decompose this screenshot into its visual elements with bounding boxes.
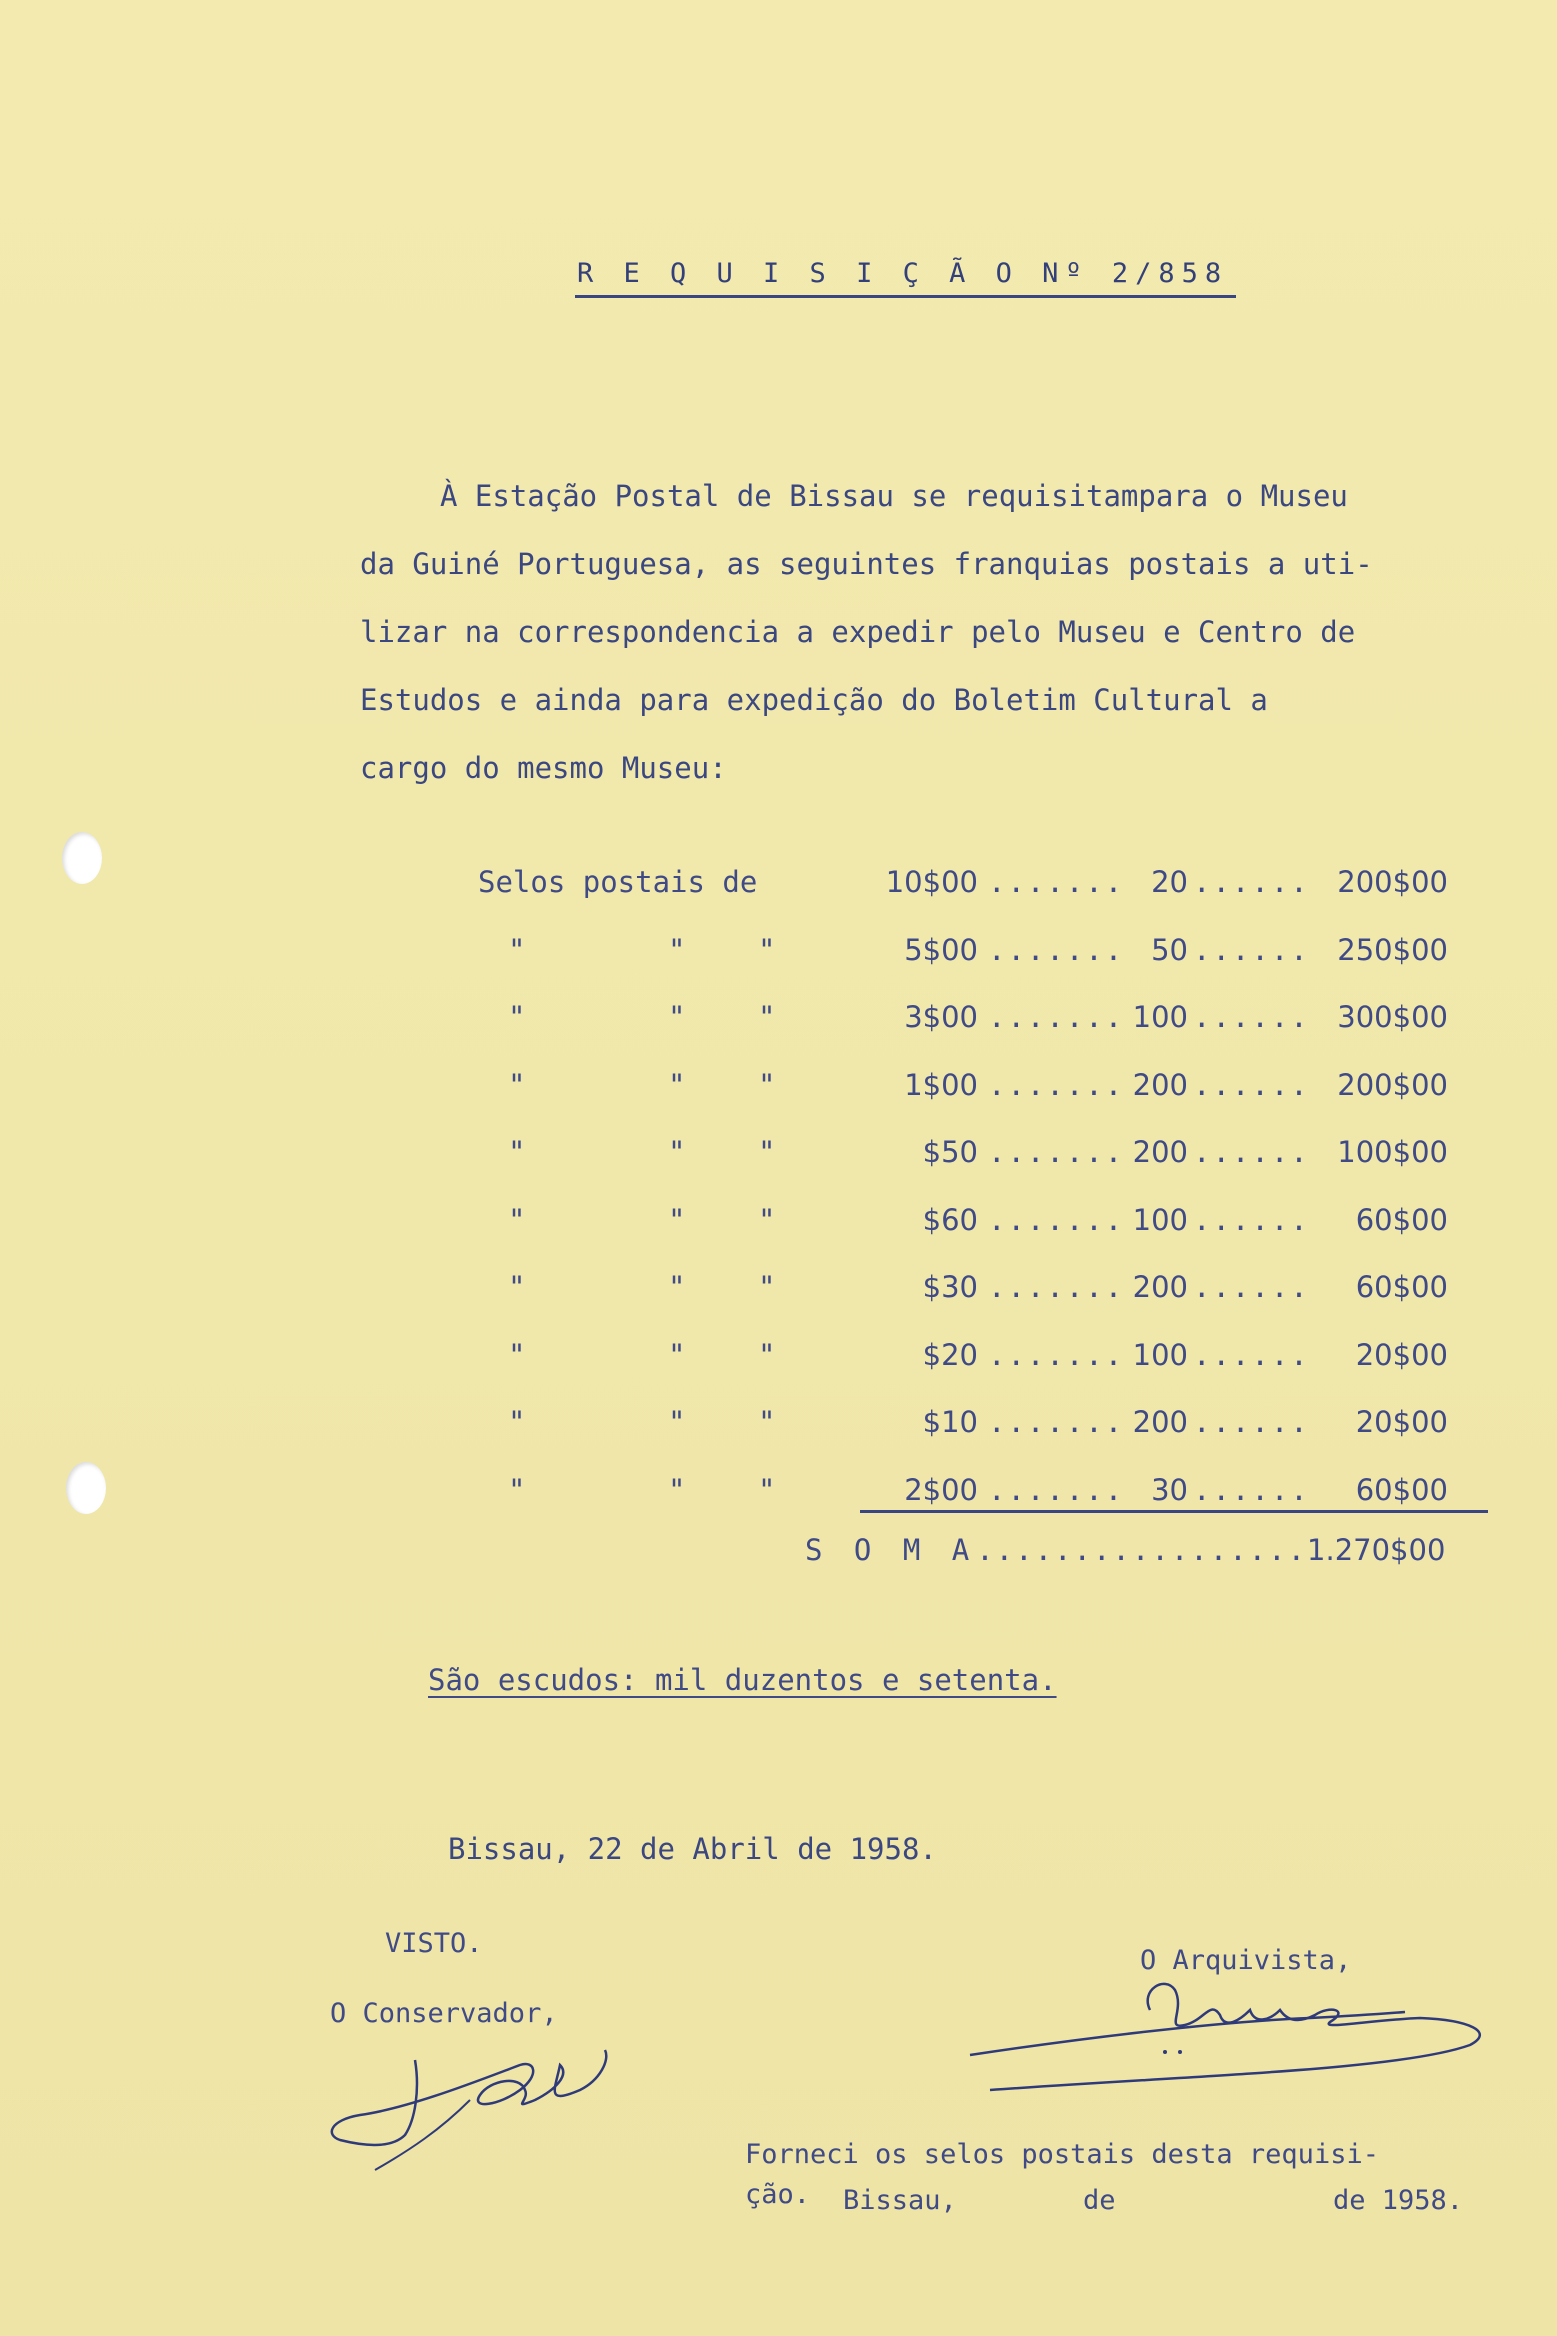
ditto-mark: " bbox=[508, 1135, 526, 1169]
leader-dots: ...... bbox=[1193, 1472, 1310, 1507]
ditto-mark: " bbox=[668, 1405, 686, 1439]
paragraph-line: À Estação Postal de Bissau se requisitampara o Museu bbox=[440, 479, 1348, 513]
ditto-mark: " bbox=[758, 1135, 776, 1169]
document-title: R E Q U I S I Ç Ã O Nº 2/858 bbox=[575, 258, 1236, 298]
ditto-mark: " bbox=[758, 1337, 776, 1372]
leader-dots: ....... bbox=[988, 1000, 1125, 1034]
leader-dots: ....... bbox=[988, 932, 1125, 967]
ditto-mark: " bbox=[758, 1405, 776, 1439]
conservador-signature bbox=[320, 2020, 630, 2180]
stamp-value: $10 bbox=[922, 1405, 978, 1439]
leader-dots: ................. bbox=[976, 1533, 1308, 1567]
paragraph-line: cargo do mesmo Museu: bbox=[360, 751, 727, 785]
stamp-table bbox=[478, 865, 1478, 1540]
leader-dots: ...... bbox=[1193, 932, 1310, 967]
stamp-value: $30 bbox=[922, 1270, 978, 1304]
stamp-quantity: 100 bbox=[1132, 1337, 1188, 1372]
stamp-row bbox=[478, 1000, 1478, 1068]
ditto-mark: " bbox=[758, 1472, 776, 1507]
leader-dots: ...... bbox=[1193, 1135, 1310, 1169]
leader-dots: ....... bbox=[988, 1337, 1125, 1372]
leader-dots: ....... bbox=[988, 1405, 1125, 1439]
request-paragraph bbox=[360, 462, 1510, 802]
paragraph-line: lizar na correspondencia a expedir pelo Museu e Centro de bbox=[360, 615, 1356, 649]
sum-label: S O M A bbox=[805, 1533, 977, 1567]
stamp-quantity: 50 bbox=[1151, 932, 1188, 967]
stamp-quantity: 30 bbox=[1151, 1472, 1188, 1507]
stamp-total: 60$00 bbox=[1355, 1202, 1448, 1237]
stamp-row bbox=[478, 1068, 1478, 1136]
stamp-row bbox=[478, 1338, 1478, 1406]
stamp-total: 20$00 bbox=[1355, 1405, 1448, 1439]
sum-row bbox=[805, 1533, 1445, 1567]
stamp-quantity: 20 bbox=[1151, 865, 1188, 899]
conservador-label: O Conservador, bbox=[330, 1998, 558, 2029]
stamp-total: 20$00 bbox=[1355, 1337, 1448, 1372]
ditto-mark: " bbox=[668, 1472, 686, 1507]
ditto-mark: " bbox=[508, 932, 526, 967]
leader-dots: ...... bbox=[1193, 1405, 1310, 1439]
stamp-row bbox=[478, 1405, 1478, 1473]
leader-dots: ....... bbox=[988, 1472, 1125, 1507]
stamp-total: 200$00 bbox=[1337, 1067, 1448, 1102]
leader-dots: ...... bbox=[1193, 1067, 1310, 1102]
ditto-mark: " bbox=[668, 1067, 686, 1102]
stamp-value: $50 bbox=[922, 1135, 978, 1169]
supply-date-de: de bbox=[1083, 2185, 1116, 2216]
stamp-value: 2$00 bbox=[904, 1472, 978, 1507]
stamp-value: 3$00 bbox=[904, 1000, 978, 1034]
stamp-value: 10$00 bbox=[885, 865, 978, 899]
stamp-row bbox=[478, 1203, 1478, 1271]
stamp-total: 100$00 bbox=[1337, 1135, 1448, 1169]
ditto-mark: " bbox=[508, 1472, 526, 1507]
ditto-mark: " bbox=[668, 1337, 686, 1372]
ditto-mark: " bbox=[758, 1067, 776, 1102]
stamp-value: 1$00 bbox=[904, 1067, 978, 1102]
leader-dots: ....... bbox=[988, 1202, 1125, 1237]
ditto-mark: " bbox=[508, 1202, 526, 1237]
stamp-value: 5$00 bbox=[904, 932, 978, 967]
paragraph-line: Estudos e ainda para expedição do Boletim Cultural a bbox=[360, 683, 1268, 717]
stamp-total: 200$00 bbox=[1337, 865, 1448, 899]
stamp-row bbox=[478, 933, 1478, 1001]
paragraph-line: da Guiné Portuguesa, as seguintes franquias postais a uti- bbox=[360, 547, 1373, 581]
stamp-quantity: 200 bbox=[1132, 1067, 1188, 1102]
supply-note bbox=[745, 2135, 1379, 2215]
supply-date-place: Bissau, bbox=[843, 2185, 957, 2216]
sum-underline bbox=[860, 1510, 1488, 1513]
ditto-mark: " bbox=[758, 932, 776, 967]
leader-dots: ...... bbox=[1193, 1337, 1310, 1372]
leader-dots: ....... bbox=[988, 1067, 1125, 1102]
ditto-mark: " bbox=[668, 1000, 686, 1034]
ditto-mark: " bbox=[668, 1135, 686, 1169]
stamp-row bbox=[478, 1473, 1478, 1541]
ditto-mark: " bbox=[508, 1337, 526, 1372]
leader-dots: ....... bbox=[988, 1135, 1125, 1169]
arquivista-signature bbox=[950, 1960, 1510, 2110]
leader-dots: ...... bbox=[1193, 1202, 1310, 1237]
sum-total: 1.270$00 bbox=[1307, 1533, 1446, 1567]
supply-note-line: ção. bbox=[745, 2179, 811, 2210]
stamp-total: 60$00 bbox=[1355, 1270, 1448, 1304]
stamp-total: 250$00 bbox=[1337, 932, 1448, 967]
stamp-row bbox=[478, 1135, 1478, 1203]
stamp-row bbox=[478, 1270, 1478, 1338]
stamp-quantity: 100 bbox=[1132, 1000, 1188, 1034]
ditto-mark: " bbox=[508, 1270, 526, 1304]
leader-dots: ...... bbox=[1193, 865, 1310, 899]
ditto-mark: " bbox=[508, 1405, 526, 1439]
ditto-mark: " bbox=[668, 1270, 686, 1304]
stamp-quantity: 200 bbox=[1132, 1405, 1188, 1439]
leader-dots: ....... bbox=[988, 865, 1125, 899]
stamp-quantity: 200 bbox=[1132, 1270, 1188, 1304]
ditto-mark: " bbox=[508, 1000, 526, 1034]
stamp-value: $20 bbox=[922, 1337, 978, 1372]
ditto-mark: " bbox=[508, 1067, 526, 1102]
date-line: Bissau, 22 de Abril de 1958. bbox=[448, 1832, 937, 1866]
stamp-total: 60$00 bbox=[1355, 1472, 1448, 1507]
ditto-mark: " bbox=[758, 1000, 776, 1034]
arquivista-label: O Arquivista, bbox=[1140, 1945, 1352, 1976]
punch-hole bbox=[66, 1462, 106, 1514]
punch-hole bbox=[62, 832, 102, 884]
amount-in-words: São escudos: mil duzentos e setenta. bbox=[428, 1663, 1057, 1697]
ditto-mark: " bbox=[668, 1202, 686, 1237]
ditto-mark: " bbox=[668, 932, 686, 967]
leader-dots: ....... bbox=[988, 1270, 1125, 1304]
ditto-mark: " bbox=[758, 1270, 776, 1304]
leader-dots: ...... bbox=[1193, 1270, 1310, 1304]
stamp-row bbox=[478, 865, 1478, 933]
supply-date-year: de 1958. bbox=[1333, 2185, 1464, 2216]
leader-dots: ...... bbox=[1193, 1000, 1310, 1034]
visto-label: VISTO. bbox=[385, 1928, 483, 1959]
stamp-quantity: 200 bbox=[1132, 1135, 1188, 1169]
stamp-value: $60 bbox=[922, 1202, 978, 1237]
stamp-quantity: 100 bbox=[1132, 1202, 1188, 1237]
supply-note-line: Forneci os selos postais desta requisi- bbox=[745, 2139, 1379, 2170]
stamp-total: 300$00 bbox=[1337, 1000, 1448, 1034]
ditto-mark: " bbox=[758, 1202, 776, 1237]
stamp-label: Selos postais de bbox=[478, 865, 758, 899]
